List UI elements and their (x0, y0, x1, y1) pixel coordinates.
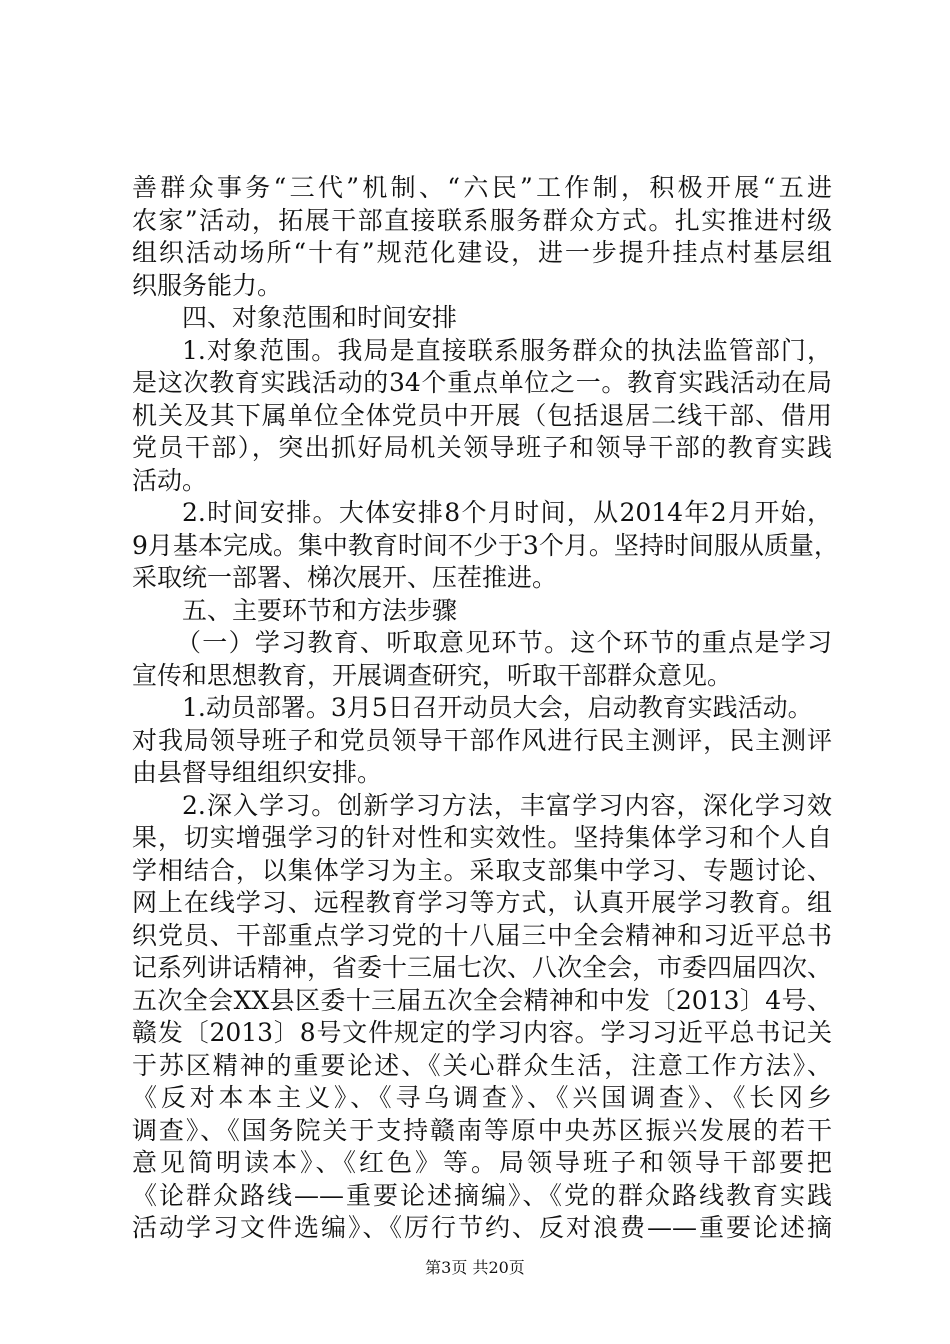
document-body (132, 172, 839, 1245)
text-line: 调查》、《国务院关于支持赣南等原中央苏区振兴发展的若干 (132, 1115, 832, 1145)
text-line: 织党员、干部重点学习党的十八届三中全会精神和习近平总书 (132, 920, 832, 950)
text-line: 活动学习文件选编》、《厉行节约、反对浪费——重要论述摘 (132, 1213, 832, 1242)
text-line: 2.深入学习。创新学习方法，丰富学习内容，深化学习效 (182, 790, 832, 820)
text-line: 网上在线学习、远程教育学习等方式，认真开展学习教育。组 (132, 888, 832, 917)
text-line: 善群众事务“三代”机制、“六民”工作制，积极开展“五进 (132, 173, 832, 202)
text-line: 赣发〔2013〕8号文件规定的学习内容。学习习近平总书记关 (132, 1018, 832, 1047)
text-line: 《反对本本主义》、《寻乌调查》、《兴国调查》、《长冈乡 (132, 1083, 832, 1112)
text-line: 机关及其下属单位全体党员中开展（包括退居二线干部、借用 (132, 400, 832, 430)
text-line: 由县督导组组织安排。 (132, 758, 383, 787)
text-line: 对我局领导班子和党员领导干部作风进行民主测评，民主测评 (132, 725, 832, 755)
text-line: 宣传和思想教育，开展调查研究，听取干部群众意见。 (132, 660, 733, 690)
text-line: 农家”活动，拓展干部直接联系服务群众方式。扎实推进村级 (132, 205, 832, 235)
text-line: （一）学习教育、听取意见环节。这个环节的重点是学习 (176, 628, 832, 657)
text-line: 活动。 (132, 465, 208, 495)
text-line: 是这次教育实践活动的34个重点单位之一。教育实践活动在局 (132, 368, 832, 397)
page-footer: 第3页 共20页 (425, 1258, 525, 1277)
text-line: 采取统一部署、梯次展开、压茬推进。 (132, 563, 558, 592)
section-heading: 四、对象范围和时间安排 (182, 303, 458, 332)
text-line: 1.动员部署。3月5日召开动员大会，启动教育实践活动。 (182, 693, 813, 722)
text-line: 意见简明读本》、《红色》等。局领导班子和领导干部要把 (132, 1148, 832, 1177)
text-line: 五次全会XX县区委十三届五次全会精神和中发〔2013〕4号、 (132, 985, 832, 1015)
text-line: 《论群众路线——重要论述摘编》、《党的群众路线教育实践 (132, 1180, 832, 1210)
text-line: 学相结合，以集体学习为主。采取支部集中学习、专题讨论、 (132, 855, 832, 885)
text-line: 2.时间安排。大体安排8个月时间，从2014年2月开始， (182, 498, 832, 527)
text-line: 于苏区精神的重要论述、《关心群众生活，注意工作方法》、 (132, 1050, 832, 1080)
text-line: 织服务能力。 (132, 270, 283, 300)
text-line: 党员干部），突出抓好局机关领导班子和领导干部的教育实践 (132, 433, 832, 462)
text-line: 果，切实增强学习的针对性和实效性。坚持集体学习和个人自 (132, 823, 832, 852)
text-line: 9月基本完成。集中教育时间不少于3个月。坚持时间服从质量， (132, 530, 839, 560)
section-heading: 五、主要环节和方法步骤 (182, 595, 458, 625)
text-line: 1.对象范围。我局是直接联系服务群众的执法监管部门， (182, 335, 832, 365)
text-line: 记系列讲话精神，省委十三届七次、八次全会，市委四届四次、 (132, 953, 833, 982)
text-line: 组织活动场所“十有”规范化建设，进一步提升挂点村基层组 (132, 238, 832, 267)
